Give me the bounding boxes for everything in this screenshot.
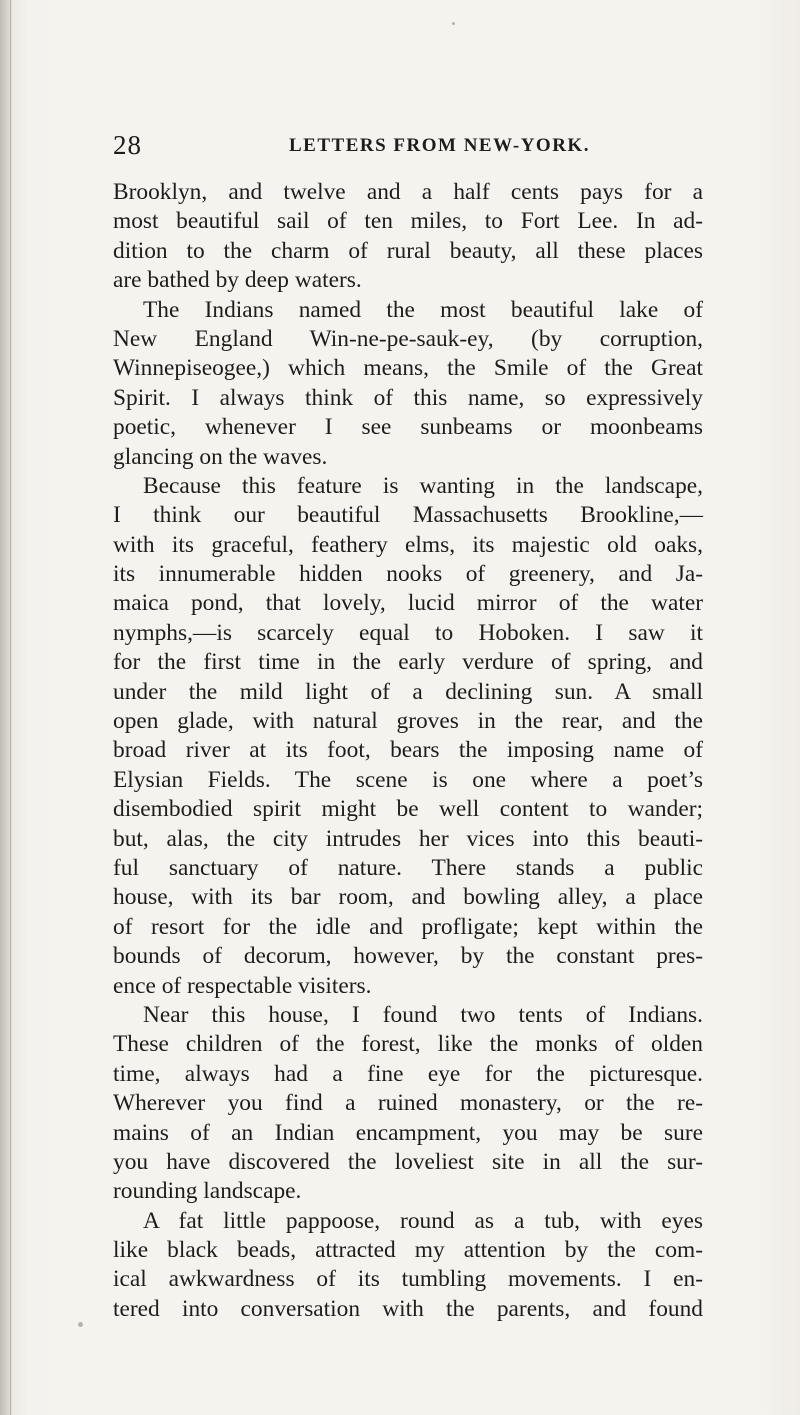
text-line: mains of an Indian encampment, you may be sure	[113, 1119, 703, 1146]
text-line: Brooklyn, and twelve and a half cents pays for a	[113, 179, 703, 205]
paper-speck	[452, 22, 455, 25]
page-gutter-shadow	[0, 0, 14, 1415]
text-line: house, with its bar room, and bowling alley, a place	[113, 884, 703, 911]
text-line: but, alas, the city intrudes her vices into this beauti-	[113, 825, 703, 852]
text-line: Near this house, I found two tents of Indians.	[143, 1001, 703, 1028]
text-line: New England Win-ne-pe-sauk-ey, (by corruption,	[113, 325, 703, 352]
text-line: Wherever you find a ruined monastery, or the re-	[113, 1090, 703, 1117]
text-line: like black beads, attracted my attention by the com-	[113, 1237, 703, 1264]
text-line: time, always had a fine eye for the picturesque.	[113, 1060, 703, 1087]
page-number: 28	[113, 130, 142, 160]
text-line: Elysian Fields. The scene is one where a poet’s	[113, 766, 703, 793]
text-line: open glade, with natural groves in the rear, and the	[113, 708, 703, 735]
page-header	[113, 128, 703, 162]
body-text	[113, 178, 703, 1324]
text-line: ical awkwardness of its tumbling movements. I en-	[113, 1266, 703, 1293]
text-line: Because this feature is wanting in the landscape,	[143, 472, 703, 499]
text-line: ful sanctuary of nature. There stands a public	[113, 854, 703, 881]
text-line: disembodied spirit might be well content to wander;	[113, 796, 703, 823]
text-line: rounding landscape.	[113, 1178, 302, 1205]
page-gutter-line	[10, 0, 11, 1415]
text-line: are bathed by deep waters.	[113, 267, 362, 294]
text-line: ence of respectable visiters.	[113, 972, 372, 999]
text-line: I think our beautiful Massachusetts Brookline,—	[113, 502, 703, 529]
text-line: glancing on the waves.	[113, 443, 328, 470]
text-line: most beautiful sail of ten miles, to Fort Lee. In ad-	[113, 208, 703, 235]
text-line: dition to the charm of rural beauty, all these places	[113, 237, 703, 264]
text-line: Winnepiseogee,) which means, the Smile of the Great	[113, 355, 703, 382]
text-line: you have discovered the loveliest site in all the sur-	[113, 1148, 703, 1175]
text-line: tered into conversation with the parents, and found	[113, 1295, 703, 1322]
text-line: nymphs,—is scarcely equal to Hoboken. I saw it	[113, 619, 703, 646]
text-line: poetic, whenever I see sunbeams or moonbeams	[113, 414, 703, 441]
text-line: These children of the forest, like the monks of olden	[113, 1031, 703, 1058]
running-head: LETTERS FROM NEW-YORK.	[289, 135, 590, 156]
text-line: A fat little pappoose, round as a tub, with eyes	[143, 1207, 703, 1234]
text-line: maica pond, that lovely, lucid mirror of the water	[113, 590, 703, 617]
text-line: with its graceful, feathery elms, its majestic old oaks,	[113, 531, 703, 558]
text-line: its innumerable hidden nooks of greenery, and Ja-	[113, 561, 703, 588]
text-line: broad river at its foot, bears the imposing name of	[113, 737, 703, 764]
text-line: The Indians named the most beautiful lake of	[143, 296, 703, 323]
text-line: of resort for the idle and profligate; kept within the	[113, 913, 703, 940]
text-line: bounds of decorum, however, by the constant pres-	[113, 943, 703, 970]
paper-speck	[78, 1322, 83, 1327]
text-line: Spirit. I always think of this name, so expressively	[113, 384, 703, 411]
text-line: under the mild light of a declining sun. A small	[113, 678, 703, 705]
text-line: for the first time in the early verdure of spring, and	[113, 649, 703, 676]
